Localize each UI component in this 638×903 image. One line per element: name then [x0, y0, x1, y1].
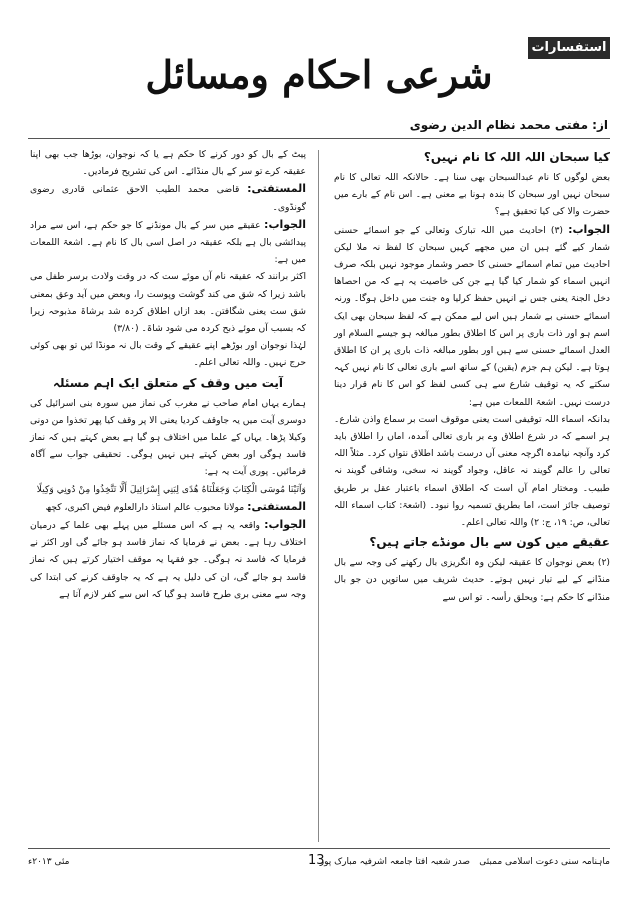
question-2-continued: پیٹ کے بال کو دور کرنے کا حکم ہے یا کہ نوجوان، بوڑھا جب بھی اپنا عقیقہ کرے تو سر کے بال منڈائے۔ اس کی تشریح فرمادیں۔	[30, 149, 306, 178]
answer-2-body: عقیقے میں سر کے بال مونڈنے کا جو حکم ہے، اس سے مراد پیدائشی بال ہے بلکہ عقیقہ در اصل اسی بال کا نام ہے۔ اشعۃ اللمعات میں ہے:	[30, 219, 306, 266]
author-line: از: مفتی محمد نظام الدین رضوی	[409, 118, 608, 132]
answer-2-tail: لہٰذا نوجوان اور بوڑھے اپنے عقیقے کے وقت بال نہ مونڈا ئیں تو بھی کوئی حرج نہیں۔ واللہ تعالی اعلم۔	[30, 340, 306, 369]
answer-1-quote: بدانکہ اسماء اللہ توقیفی است یعنی موقوف است بر سماع واذن شارع۔ ہر اسمے کہ در شرع اطلاق وے بر باری تعالی آمدہ، اماں را اطلاق باید کرد وآنچہ نیامدہ اگرچہ معنی آں درست باشد اطلاق نتواں کرد۔ مثلاً اللہ تعالی را عالم گویند نہ عاقل، وجواد گویند نہ سخی، وشافی گویند نہ طبیب۔ ومختار امام آں است کہ اطلاق اسماء باعتبار عقل بر طریق توصیف جائز است، اما بطریق تسمیہ روا نبود۔ (اشعۃ: کتاب اسماء اللہ تعالی، ص: ۱۹، ج: ۲) واللہ تعالی اعلم۔	[334, 413, 610, 529]
answer-label: الجواب:	[264, 518, 307, 532]
footer-date: مئی ۲۰۱۳ء	[28, 857, 70, 867]
answer-3-body: واقعہ یہ ہے کہ اس مسئلے میں پہلے بھی علما کے درمیان اختلاف رہا ہے۔ بعض نے فرمایا کہ نماز فاسد ہو جائے گی اور اکثر نے فرمایا کہ فاسد نہ ہوگی۔ جو فقہا یہ موقف اختیار کرتے ہیں کہ نماز فاسد ہو جائے گی، ان کی دلیل یہ ہے کہ یہ جاوقف کرنے کی ابتدا کی وجہ سے معنی بری طرح فاسد ہو گیا کہ اس سے کفر لازم آتا ہے	[30, 520, 306, 600]
question-1-heading: کیا سبحان اللہ اللہ کا نام نہیں؟	[423, 150, 610, 164]
column-divider	[318, 150, 319, 842]
bottom-divider	[28, 848, 610, 849]
answer-label: الجواب:	[264, 217, 306, 231]
top-divider	[28, 138, 610, 139]
footer-magazine: ماہنامہ سنی دعوت اسلامی ممبئی	[479, 857, 610, 867]
page-title: شرعی احکام ومسائل	[145, 52, 493, 97]
question-1-body: بعض لوگوں کا نام عبدالسبحان بھی سنا ہے۔ حالانکہ اللہ تعالی کا نام سبحان نہیں اور سبحان کا بندہ ہونا بے معنی ہے۔ اس نام کے بارے میں حضرت والا کی کیا تحقیق ہے؟	[334, 172, 610, 218]
footer-publisher: صدر شعبہ افتا جامعہ اشرفیہ مبارک پور	[319, 857, 470, 867]
mustafti-1	[30, 180, 306, 215]
mustafti-label: المستفتی:	[247, 182, 306, 196]
mustafti-2	[30, 498, 306, 516]
question-3-heading: آیت میں وقف کے متعلق ایک اہم مسئلہ	[52, 375, 284, 390]
page-footer	[28, 853, 610, 873]
question-2-heading: عقیقے میں کون سے بال مونڈے جاتے ہیں؟	[369, 535, 610, 550]
section-banner: استفسارات	[528, 37, 610, 59]
answer-2	[30, 216, 306, 269]
question-2-body: (۲) بعض نوجوان کا عقیقہ لیکن وہ انگریزی بال رکھنے کی وجہ سے بال منڈانے کے لیے تیار نہیں ہوتے۔ حدیث شریف میں ساتویں دن جو بال منڈانے کا حکم ہے: ویحلق رأسہ۔ تو اس سے	[334, 557, 610, 603]
question-3-body: ہمارے یہاں امام صاحب نے مغرب کی نماز میں سورہ بنی اسرائیل کی دوسری آیت میں یہ جاوقف کردیا یعنی الا پر وقف کیا پھر تخذوا من دونی وکیلا پڑھا۔ یہاں کے علما میں اختلاف ہو گیا ہے بعض کہتے ہیں کہ نماز فاسد ہوگی اور بعض کہتے ہیں نہیں ہوگی۔ تحقیقی جواب سے آگاہ فرمائیں۔ پوری آیت یہ ہے:	[30, 397, 306, 478]
answer-1	[334, 221, 610, 411]
left-column	[30, 146, 306, 603]
mustafti-2-name: مولانا محبوب عالم استاذ دارالعلوم فیض اکبری، کچھ	[45, 501, 245, 513]
answer-3	[30, 516, 306, 603]
answer-2-quote: اکثر برانند کہ عقیقہ نام آں موئے ست کہ در وقت ولادت برسر طفل می باشد زیرا کہ شق می کند گوشت وپوست را، وبعض میں آید وعق بمعنی شق ست یعنی شگافتن۔ بعد ازاں اطلاق کردہ شد برشاۃ مذبوحہ زیرا کہ بسبب آں موئے ذبح کردہ می شود شاۃ۔ (۳/۸۰)	[30, 271, 306, 335]
answer-1-body: (۳) احادیث میں اللہ تبارک وتعالی کے جو اسمائے حسنی شمار کیے گئے ہیں ان میں مجھے کہیں سبحان کا لفظ نہ ملا لیکن احادیث میں تمام اسمائے حسنی کا حصر وشمار موجود نہیں بلکہ صرف انہیں اسماء کو شمار کیا گیا ہے جن کی خاصیت یہ ہے کہ من احصاھا دخل الجنۃ یعنی جس نے انہیں حفظ کرلیا وہ جنت میں داخل ہوگا۔ ورنہ اسمائے حسنی بے شمار ہیں اس لیے ممکن ہے کہ لفظ سبحان بھی ایک اسم ہو اور ذات باری پر اس کا اطلاق بطور مبالغہ ہو جیسے السلام اور العدل اسمائے حسنی سے ہیں اور بطور مبالغہ ذات باری پر ان کا اطلاق ہوتا ہے۔ لیکن ہم جزم (یقین) کے ساتھ اسے باری تعالی کا نام نہیں کہہ سکتے کہ یہ توقیف شارع سے ہی کسی لفظ کو اس کا نام قرار دینا درست نہیں۔ اشعۃ اللمعات میں ہے:	[334, 224, 610, 408]
mustafti-1-name: قاضی محمد الطیب الاحق عثمانی قادری رضوی گونڈوی۔	[30, 184, 306, 213]
page-number: 13	[308, 853, 325, 868]
quranic-ayah: وَآتَيْنَا مُوسَى الْكِتَابَ وَجَعَلْنَاهُ هُدًى لِبَنِي إِسْرَائِيلَ أَلَّا تَتَّخِذُوا مِنْ دُونِي وَكِيلًا	[36, 483, 306, 495]
answer-label: الجواب:	[568, 222, 611, 236]
right-column	[334, 146, 610, 606]
mustafti-label: المستفتی:	[247, 499, 306, 513]
